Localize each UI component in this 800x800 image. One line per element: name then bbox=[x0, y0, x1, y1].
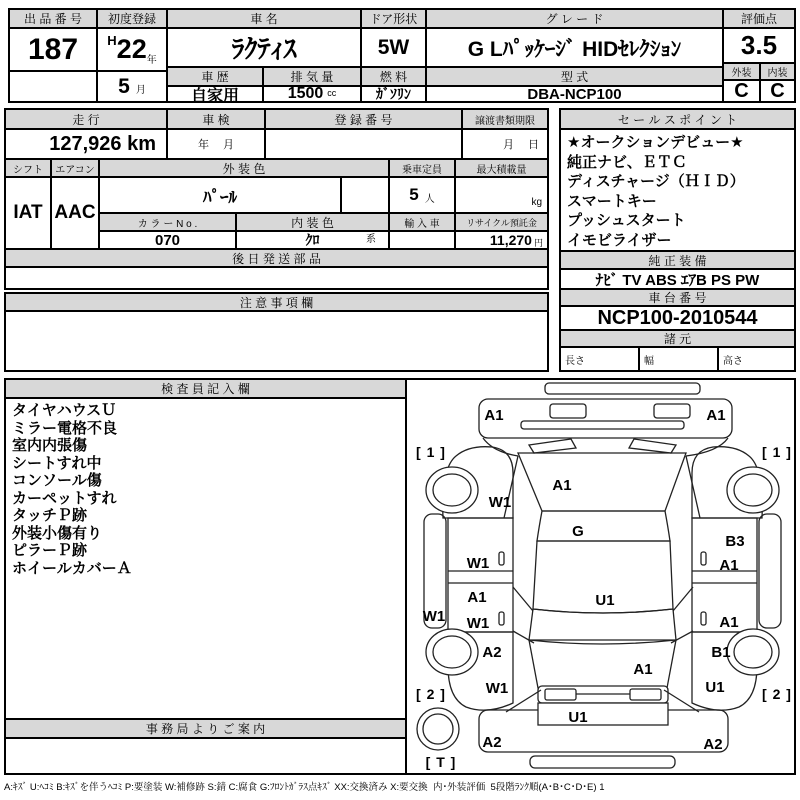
car-name-value: ﾗｸﾃｨｽ bbox=[166, 27, 362, 68]
chassis-value: NCP100-2010544 bbox=[559, 305, 796, 331]
damage-label-B3: B3 bbox=[725, 533, 745, 550]
damage-label-W1: W1 bbox=[485, 680, 509, 697]
door-header: ドア形状 bbox=[360, 8, 427, 29]
ext-color-extra-cell bbox=[340, 176, 390, 214]
color-no-value: 070 bbox=[98, 230, 237, 250]
reg-no-value bbox=[264, 128, 463, 160]
interior-header: 内装 bbox=[759, 62, 796, 81]
damage-label-W1: W1 bbox=[466, 615, 490, 632]
model-header: 型 式 bbox=[425, 66, 724, 87]
dimensions-header: 諸 元 bbox=[559, 329, 796, 348]
recycle-unit: 円 bbox=[533, 237, 543, 248]
chassis-header: 車 台 番 号 bbox=[559, 288, 796, 307]
door-handle bbox=[701, 612, 706, 625]
ext-color-header: 外 装 色 bbox=[98, 158, 390, 178]
exterior-header: 外装 bbox=[722, 62, 761, 81]
damage-label-U1: U1 bbox=[568, 709, 588, 726]
later-parts-value bbox=[4, 266, 549, 290]
inspector-item: 室内内張傷 bbox=[12, 437, 88, 454]
shift-header: シフト bbox=[4, 158, 52, 178]
later-parts-header: 後 日 発 送 部 品 bbox=[4, 248, 549, 268]
damage-label-A2: A2 bbox=[482, 734, 502, 751]
fuel-value: ｶﾞｿﾘﾝ bbox=[360, 85, 427, 103]
door-handle bbox=[499, 552, 504, 565]
sales-point-item: プッシュスタート bbox=[567, 212, 686, 229]
score-value: 3.5 bbox=[722, 27, 796, 64]
damage-label-2: [ 2 ] bbox=[762, 686, 792, 702]
reg-month: 5 bbox=[118, 74, 130, 98]
damage-label-A2: A2 bbox=[703, 736, 723, 753]
int-color-value: ｸﾛ bbox=[305, 232, 320, 248]
recycle-header: リサイクル預託金 bbox=[454, 212, 549, 232]
first-reg-month-cell bbox=[96, 70, 168, 103]
damage-label-A1: A1 bbox=[633, 661, 653, 678]
office-header: 事 務 局 よ り ご 案 内 bbox=[4, 718, 407, 739]
inspector-item: カーペットすれ bbox=[12, 489, 117, 507]
sales-points-list bbox=[559, 128, 796, 252]
damage-label-A1: A1 bbox=[552, 477, 572, 494]
width-cell: 幅 bbox=[638, 346, 719, 372]
import-header: 輸 入 車 bbox=[388, 212, 456, 232]
sales-point-item: スマートキー bbox=[567, 192, 657, 210]
damage-label-W1: W1 bbox=[466, 555, 490, 572]
era-letter: H bbox=[107, 33, 117, 48]
equipment-value: ﾅﾋﾞ TV ABS ｴｱB PS PW bbox=[559, 268, 796, 290]
length-cell: 長さ bbox=[559, 346, 640, 372]
car-name-header: 車 名 bbox=[166, 8, 362, 29]
inspector-item: ホイールカバーＡ bbox=[12, 559, 132, 577]
capacity-value: 5 bbox=[409, 185, 419, 204]
equipment-header: 純 正 装 備 bbox=[559, 250, 796, 270]
capacity-unit: 人 bbox=[424, 194, 435, 205]
transfer-header: 譲渡書類期限 bbox=[461, 108, 549, 130]
month-unit: 月 bbox=[135, 85, 146, 96]
damage-label-2: [ 2 ] bbox=[416, 686, 446, 702]
damage-label-T: [ T ] bbox=[425, 754, 457, 770]
damage-label-A1: A1 bbox=[706, 407, 726, 424]
model-value: DBA-NCP100 bbox=[425, 85, 724, 103]
inspection-header: 車 検 bbox=[166, 108, 266, 130]
payload-cell bbox=[454, 176, 549, 214]
inspector-item: タイヤハウスＵ bbox=[12, 402, 117, 419]
sales-point-item: ディスチャージ（ＨＩＤ） bbox=[567, 173, 745, 190]
ac-value: AAC bbox=[50, 176, 100, 250]
legend-text: A:ｷｽﾞ U:ﾍｺﾐ B:ｷｽﾞを伴うﾍｺﾐ P:要塗装 W:補修跡 S:錆 C:腐食 G:ﾌﾛﾝﾄｶﾞﾗｽ点ｷｽﾞ XX:交換済み X:要交換 内･外装評価 5段階ﾗﾝｸ順(A･B･C･D･E) 1 bbox=[4, 782, 605, 793]
recycle-cell bbox=[454, 230, 549, 250]
reg-year: 22 bbox=[116, 34, 147, 64]
sales-point-item: 純正ナビ、ＥＴＣ bbox=[567, 153, 687, 171]
recycle-value: 11,270 bbox=[489, 232, 532, 248]
damage-label-B1: B1 bbox=[711, 644, 731, 661]
score-header: 評価点 bbox=[722, 8, 796, 29]
office-value bbox=[4, 737, 407, 775]
damage-label-W1: W1 bbox=[422, 608, 446, 625]
sales-point-item: ★オークションデビュー★ bbox=[567, 134, 744, 151]
mileage-header: 走 行 bbox=[4, 108, 168, 130]
damage-label-W1: W1 bbox=[488, 494, 512, 511]
import-value bbox=[388, 230, 456, 250]
displacement-number: 1500 bbox=[287, 85, 324, 102]
inspector-item: 外装小傷有り bbox=[12, 524, 103, 542]
grade-value: G Lﾊﾟｯｹｰｼﾞ HIDｾﾚｸｼｮﾝ bbox=[425, 27, 724, 68]
displacement-value bbox=[262, 85, 362, 103]
inspection-value: 年 月 bbox=[166, 128, 266, 160]
history-value-text: 自家用 bbox=[190, 87, 239, 105]
damage-label-A1: A1 bbox=[484, 407, 504, 424]
exterior-grade-value: C bbox=[722, 79, 761, 103]
damage-label-A1: A1 bbox=[719, 614, 739, 631]
displacement-unit: cc bbox=[327, 88, 337, 98]
int-color-suffix: 系 bbox=[366, 234, 376, 245]
ac-header: エアコン bbox=[50, 158, 100, 178]
inspector-header: 検 査 員 記 入 欄 bbox=[4, 378, 407, 399]
int-color-cell bbox=[235, 230, 390, 250]
int-color-header: 内 装 色 bbox=[235, 212, 390, 232]
ext-color-value: ﾊﾟｰﾙ bbox=[98, 176, 342, 214]
damage-label-U1: U1 bbox=[595, 592, 615, 609]
inspector-item: シートすれ中 bbox=[12, 454, 102, 472]
year-unit: 年 bbox=[146, 55, 157, 66]
inspector-item: ピラーＰ跡 bbox=[12, 542, 88, 559]
auction-no-empty bbox=[8, 70, 98, 103]
damage-label-A1: A1 bbox=[719, 557, 739, 574]
inspector-item: ミラー電格不良 bbox=[12, 419, 118, 437]
transfer-value: 月 日 bbox=[461, 128, 549, 160]
damage-label-A2: A2 bbox=[482, 644, 502, 661]
auction-no-header: 出 品 番 号 bbox=[8, 8, 98, 29]
reg-no-header: 登 録 番 号 bbox=[264, 108, 463, 130]
color-no-header: カ ラ ー N o . bbox=[98, 212, 237, 232]
door-handle bbox=[701, 552, 706, 565]
first-reg-year-cell bbox=[96, 27, 168, 72]
height-cell: 高さ bbox=[717, 346, 796, 372]
damage-label-A1: A1 bbox=[467, 589, 487, 606]
car-outline bbox=[424, 383, 781, 768]
damage-label-U1: U1 bbox=[705, 679, 725, 696]
damage-label-1: [ 1 ] bbox=[762, 444, 792, 460]
capacity-header: 乗車定員 bbox=[388, 158, 456, 178]
notes-value bbox=[4, 310, 549, 372]
history-header: 車 歴 bbox=[166, 66, 264, 87]
door-value: 5W bbox=[360, 27, 427, 68]
inspector-item: コンソール傷 bbox=[12, 472, 102, 489]
door-handle bbox=[499, 612, 504, 625]
grade-header: グ レ ー ド bbox=[425, 8, 724, 29]
sales-points-header: セ ー ル ス ポ イ ン ト bbox=[559, 108, 796, 130]
interior-grade-value: C bbox=[759, 79, 796, 103]
payload-header: 最大積載量 bbox=[454, 158, 549, 178]
sales-point-item: イモビライザー bbox=[567, 231, 672, 249]
shift-value: IAT bbox=[4, 176, 52, 250]
fuel-header: 燃 料 bbox=[360, 66, 427, 87]
damage-label-G: G bbox=[572, 523, 584, 540]
damage-label-1: [ 1 ] bbox=[416, 444, 446, 460]
car-damage-diagram bbox=[407, 380, 794, 773]
auction-no-value: 187 bbox=[8, 27, 98, 72]
first-reg-header: 初度登録 bbox=[96, 8, 168, 29]
mileage-value: 127,926 km bbox=[4, 128, 168, 160]
displacement-header: 排 気 量 bbox=[262, 66, 362, 87]
capacity-cell bbox=[388, 176, 456, 214]
inspector-list bbox=[4, 397, 407, 720]
payload-unit: kg bbox=[531, 197, 542, 208]
inspector-item: タッチＰ跡 bbox=[12, 507, 88, 524]
notes-header: 注 意 事 項 欄 bbox=[4, 292, 549, 312]
